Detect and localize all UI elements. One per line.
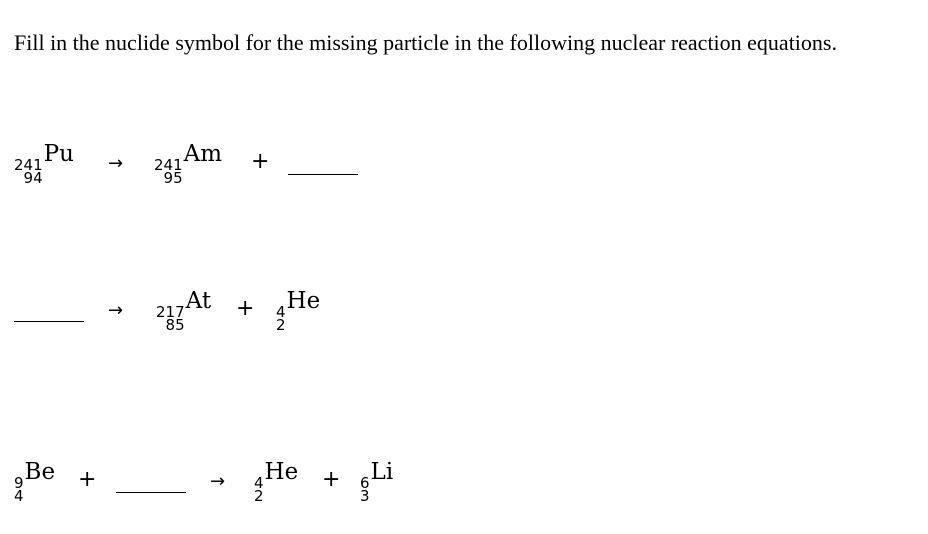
product-he [276,287,321,334]
mass-number: 217 [156,303,185,321]
atomic-number: 2 [276,316,286,334]
element-symbol: He [286,288,321,314]
mass-number: 9 [14,474,24,492]
mass-number: 241 [14,156,43,174]
atomic-number: 3 [360,487,370,505]
arrow-icon: → [210,471,226,492]
plus-sign: + [236,296,255,321]
plus-sign: + [78,467,97,492]
mass-number: 4 [254,474,264,492]
element-symbol: He [264,459,299,485]
arrow-icon: → [108,153,124,174]
element-symbol: Am [183,141,223,167]
element-symbol: At [185,288,212,314]
atomic-number: 85 [165,316,185,334]
answer-blank[interactable] [14,321,84,322]
element-symbol: Pu [43,141,74,167]
equation-2 [0,287,928,334]
atomic-number: 4 [14,487,24,505]
mass-number: 4 [276,303,286,321]
mass-number: 6 [360,474,370,492]
element-symbol: Li [370,459,394,485]
reactant-be [14,458,56,505]
product-he [254,458,299,505]
reactant-pu [14,140,74,187]
element-symbol: Be [24,459,56,485]
product-li [360,458,394,505]
plus-sign: + [322,467,341,492]
product-at [156,287,212,334]
product-am [154,140,223,187]
answer-blank[interactable] [116,492,186,493]
atomic-number: 95 [163,169,183,187]
atomic-number: 94 [23,169,43,187]
mass-number: 241 [154,156,183,174]
arrow-icon: → [108,300,124,321]
equation-1 [0,140,928,187]
equation-3 [0,458,928,505]
answer-blank[interactable] [288,174,358,175]
atomic-number: 2 [254,487,264,505]
plus-sign: + [251,149,270,174]
instructions-text: Fill in the nuclide symbol for the missing particle in the following nuclear reaction equations. [14,30,837,55]
